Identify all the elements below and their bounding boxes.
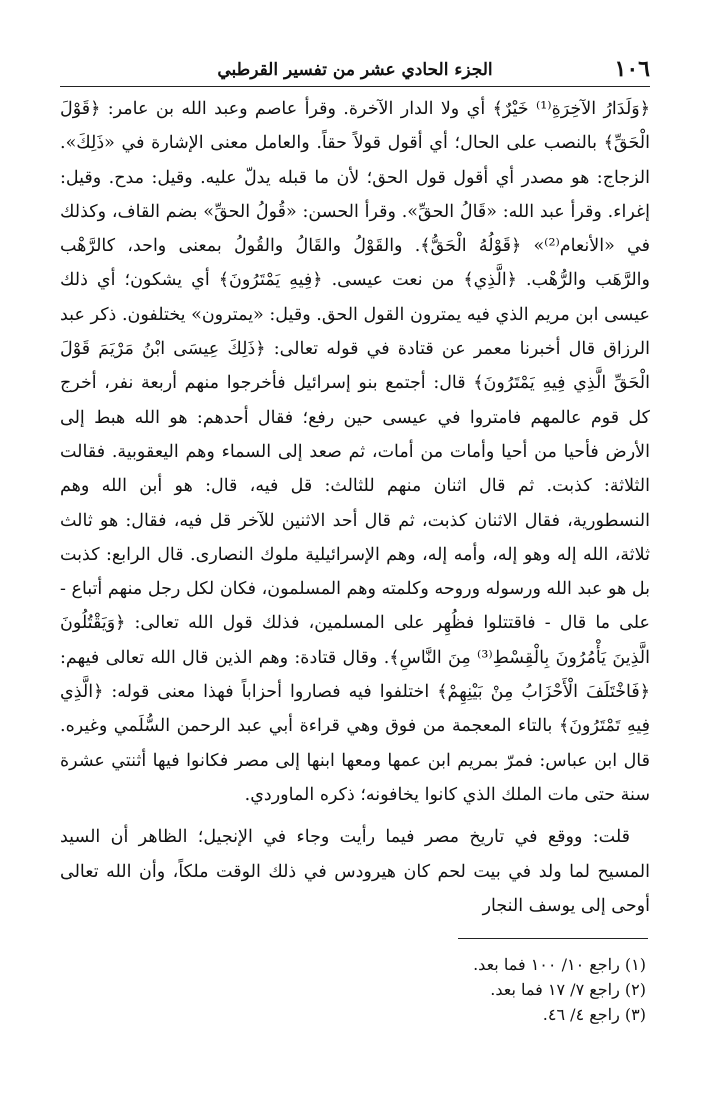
footnote-1: (١) راجع ١٠/ ١٠٠ فما بعد. (473, 955, 646, 974)
note-paragraph: قلت: ووقع في تاريخ مصر فيما رأيت وجاء في الإنجيل؛ الظاهر أن السيد المسيح لما ولد في بيت لحم كان هيرودس في ذلك الوقت ملكاً، وأن الله تعالى أوحى إلى يوسف النجار (60, 827, 650, 916)
footnote-2: (٢) راجع ٧/ ١٧ فما بعد. (490, 980, 646, 999)
page-number: ١٠٦ (614, 56, 650, 82)
footnotes (60, 952, 650, 1027)
page-header (60, 50, 650, 87)
footnote-3: (٣) راجع ٤/ ٤٦. (542, 1005, 646, 1024)
body-paragraph: ﴿وَلَدَارُ الآخِرَةِ⁽¹⁾ خَيْرٌ﴾ أي ولا الدار الآخرة. وقرأ عاصم وعبد الله بن عامر: ﴿قَوْلَ الْحَقِّ﴾ بالنصب على الحال؛ أي أقول قولاً حقاً. والعامل معنى الإشارة في «ذَلِكَ». الزجاج: هو مصدر أي أقول قول الحق؛ لأن ما قبله يدلّ عليه. وقيل: مدح. وقيل: إغراء. وقرأ عبد الله: «قَالُ الحقِّ». وقرأ الحسن: «قُولُ الحقِّ» بضم القاف، وكذلك في «الأنعام⁽²⁾» ﴿قَوْلُهُ الْحَقُّ﴾. والقَوْلُ والقَالُ والقُولُ بمعنى واحد، كالرَّهْب والرَّهَب والرُّهْب. ﴿الَّذِي﴾ من نعت عيسى. ﴿فِيهِ يَمْتَرُونَ﴾ أي يشكون؛ أي ذلك عيسى ابن مريم الذي فيه يمترون القول الحق. وقيل: «يمترون» يختلفون. ذكر عبد الرزاق قال أخبرنا معمر عن قتادة في قوله تعالى: ﴿ذَلِكَ عِيسَى ابْنُ مَرْيَمَ قَوْلَ الْحَقِّ الَّذِي فِيهِ يَمْتَرُونَ﴾ قال: أجتمع بنو إسرائيل فأخرجوا منهم أربعة نفر، أخرج كل قوم عالمهم فامتروا في عيسى حين رفع؛ فقال أحدهم: هو الله هبط إلى الأرض فأحيا من أحيا وأمات من أمات، ثم صعد إلى السماء وهم اليعقوبية. فقالت الثلاثة: كذبت. ثم قال اثنان منهم للثالث: قل فيه، قال: هو أبن الله وهم النسطورية، فقال الاثنان كذبت، ثم قال أحد الاثنين للآخر قل فيه، فقال: هو ثالث ثلاثة، الله إله وهو إله، وأمه إله، وهم الإسرائيلية ملوك النصارى. قال الرابع: كذبت بل هو عبد الله ورسوله وروحه وكلمته وهم المسلمون، فكان لكل رجل منهم أتباع - على ما قال - فاقتتلوا فظُهِر على المسلمين، فذلك قول الله تعالى: ﴿وَيَقْتُلُونَ الَّذِينَ يَأْمُرُونَ بِالْقِسْطِ⁽³⁾ مِنَ النَّاسِ﴾. وقال قتادة: وهم الذين قال الله تعالى فيهم: ﴿فَاخْتَلَفَ الْأَحْزَابُ مِنْ بَيْنِهِمْ﴾ اختلفوا فيه فصاروا أحزاباً فهذا معنى قوله: ﴿الَّذِي فِيهِ تَمْتَرُونَ﴾ بالتاء المعجمة من فوق وهي قراءة أبي عبد الرحمن السُّلَمي وغيره. قال ابن عباس: فمرّ بمريم ابن عمها ومعها ابنها إلى مصر فكانوا فيها أثنتي عشرة سنة حتى مات الملك الذي كانوا يخافونه؛ ذكره الماوردي. (60, 99, 651, 805)
main-text (60, 92, 650, 923)
running-title: الجزء الحادي عشر من تفسير القرطبي (217, 60, 493, 80)
footnote-separator (458, 938, 648, 939)
